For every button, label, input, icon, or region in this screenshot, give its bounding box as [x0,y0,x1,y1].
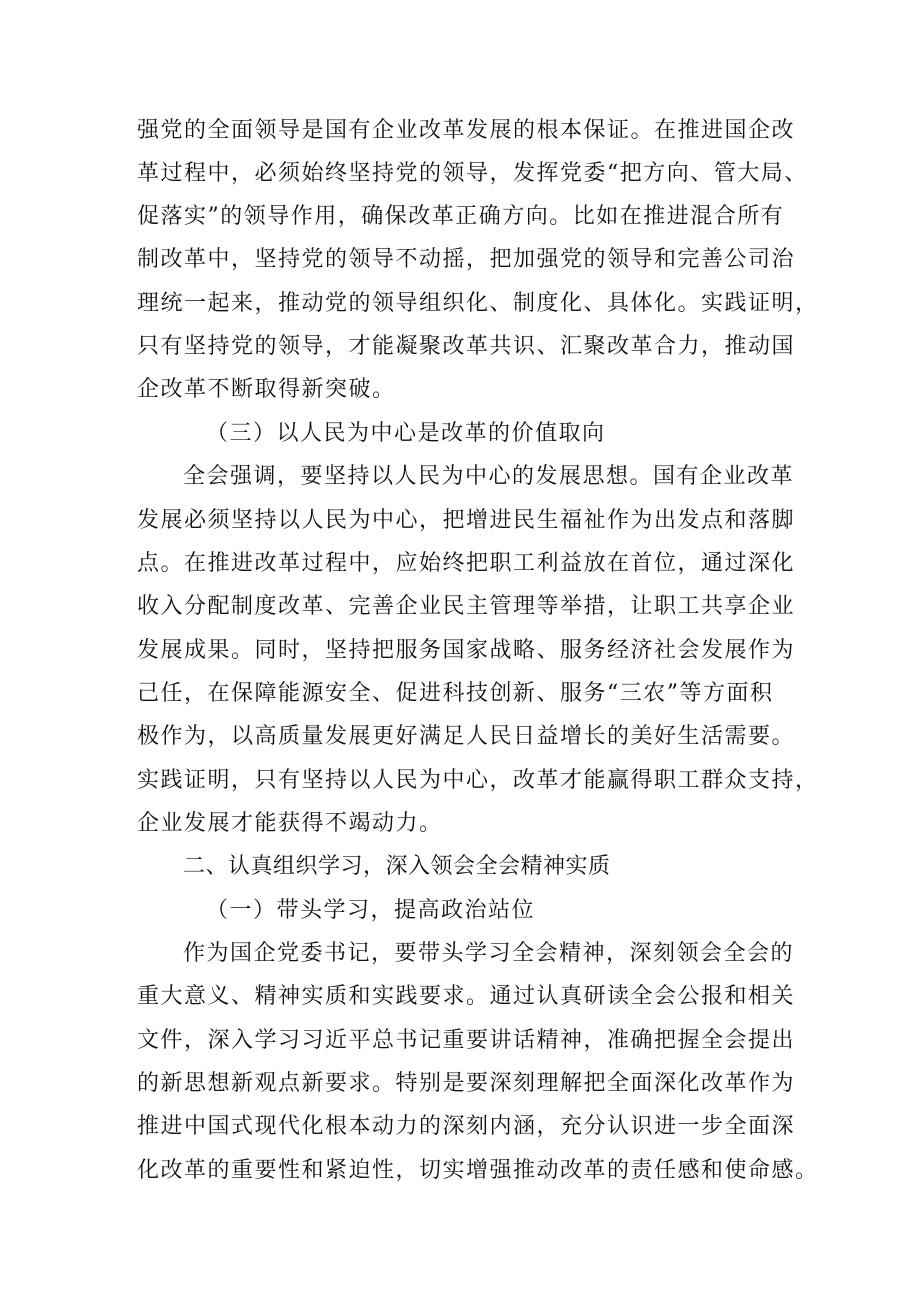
paragraph-line: 全会强调，要坚持以人民为中心的发展思想。国有企业改革 [183,464,795,489]
section-heading: 二、认真组织学习，深入领会全会精神实质 [183,854,611,879]
paragraph-line: 企业发展才能获得不竭动力。 [137,811,443,836]
paragraph-line: 点。在推进改革过程中，应始终把职工利益放在首位，通过深化 [137,551,796,576]
paragraph-line: 作为国企党委书记，要带头学习全会精神，深刻领会全会的 [183,941,795,966]
paragraph-line: 化改革的重要性和紧迫性，切实增强推动改革的责任感和使命感。 [137,1158,819,1183]
paragraph-line: 推进中国式现代化根本动力的深刻内涵，充分认识进一步全面深 [137,1114,796,1139]
paragraph-line: 己任，在保障能源安全、促进科技创新、服务“三农”等方面积 [137,681,774,706]
paragraph-line: 只有坚持党的领导，才能凝聚改革共识、汇聚改革合力，推动国 [137,334,796,359]
paragraph-line: 发展成果。同时，坚持把服务国家战略、服务经济社会发展作为 [137,638,796,663]
paragraph-line: 的新思想新观点新要求。特别是要深刻理解把全面深化改革作为 [137,1071,796,1096]
paragraph-line: 极作为，以高质量发展更好满足人民日益增长的美好生活需要。 [137,724,796,749]
paragraph-line: 文件，深入学习习近平总书记重要讲话精神，准确把握全会提出 [137,1028,796,1053]
paragraph-line: 理统一起来，推动党的领导组织化、制度化、具体化。实践证明， [137,291,819,316]
paragraph-line: 发展必须坚持以人民为中心，把增进民生福祉作为出发点和落脚 [137,508,796,533]
paragraph-line: 革过程中，必须始终坚持党的领导，发挥党委“把方向、管大局、 [137,161,808,186]
subsection-heading: （三）以人民为中心是改革的价值取向 [206,421,606,446]
paragraph-line: 重大意义、精神实质和实践要求。通过认真研读全会公报和相关 [137,984,796,1009]
paragraph-line: 企改革不断取得新突破。 [137,377,396,402]
paragraph-line: 收入分配制度改革、完善企业民主管理等举措，让职工共享企业 [137,594,796,619]
paragraph-line: 实践证明，只有坚持以人民为中心，改革才能赢得职工群众支持， [137,768,819,793]
subsection-heading: （一）带头学习，提高政治站位 [206,898,536,923]
paragraph-line: 制改革中，坚持党的领导不动摇，把加强党的领导和完善公司治 [137,247,796,272]
paragraph-line: 强党的全面领导是国有企业改革发展的根本保证。在推进国企改 [137,118,796,143]
paragraph-line: 促落实”的领导作用，确保改革正确方向。比如在推进混合所有 [137,204,785,229]
